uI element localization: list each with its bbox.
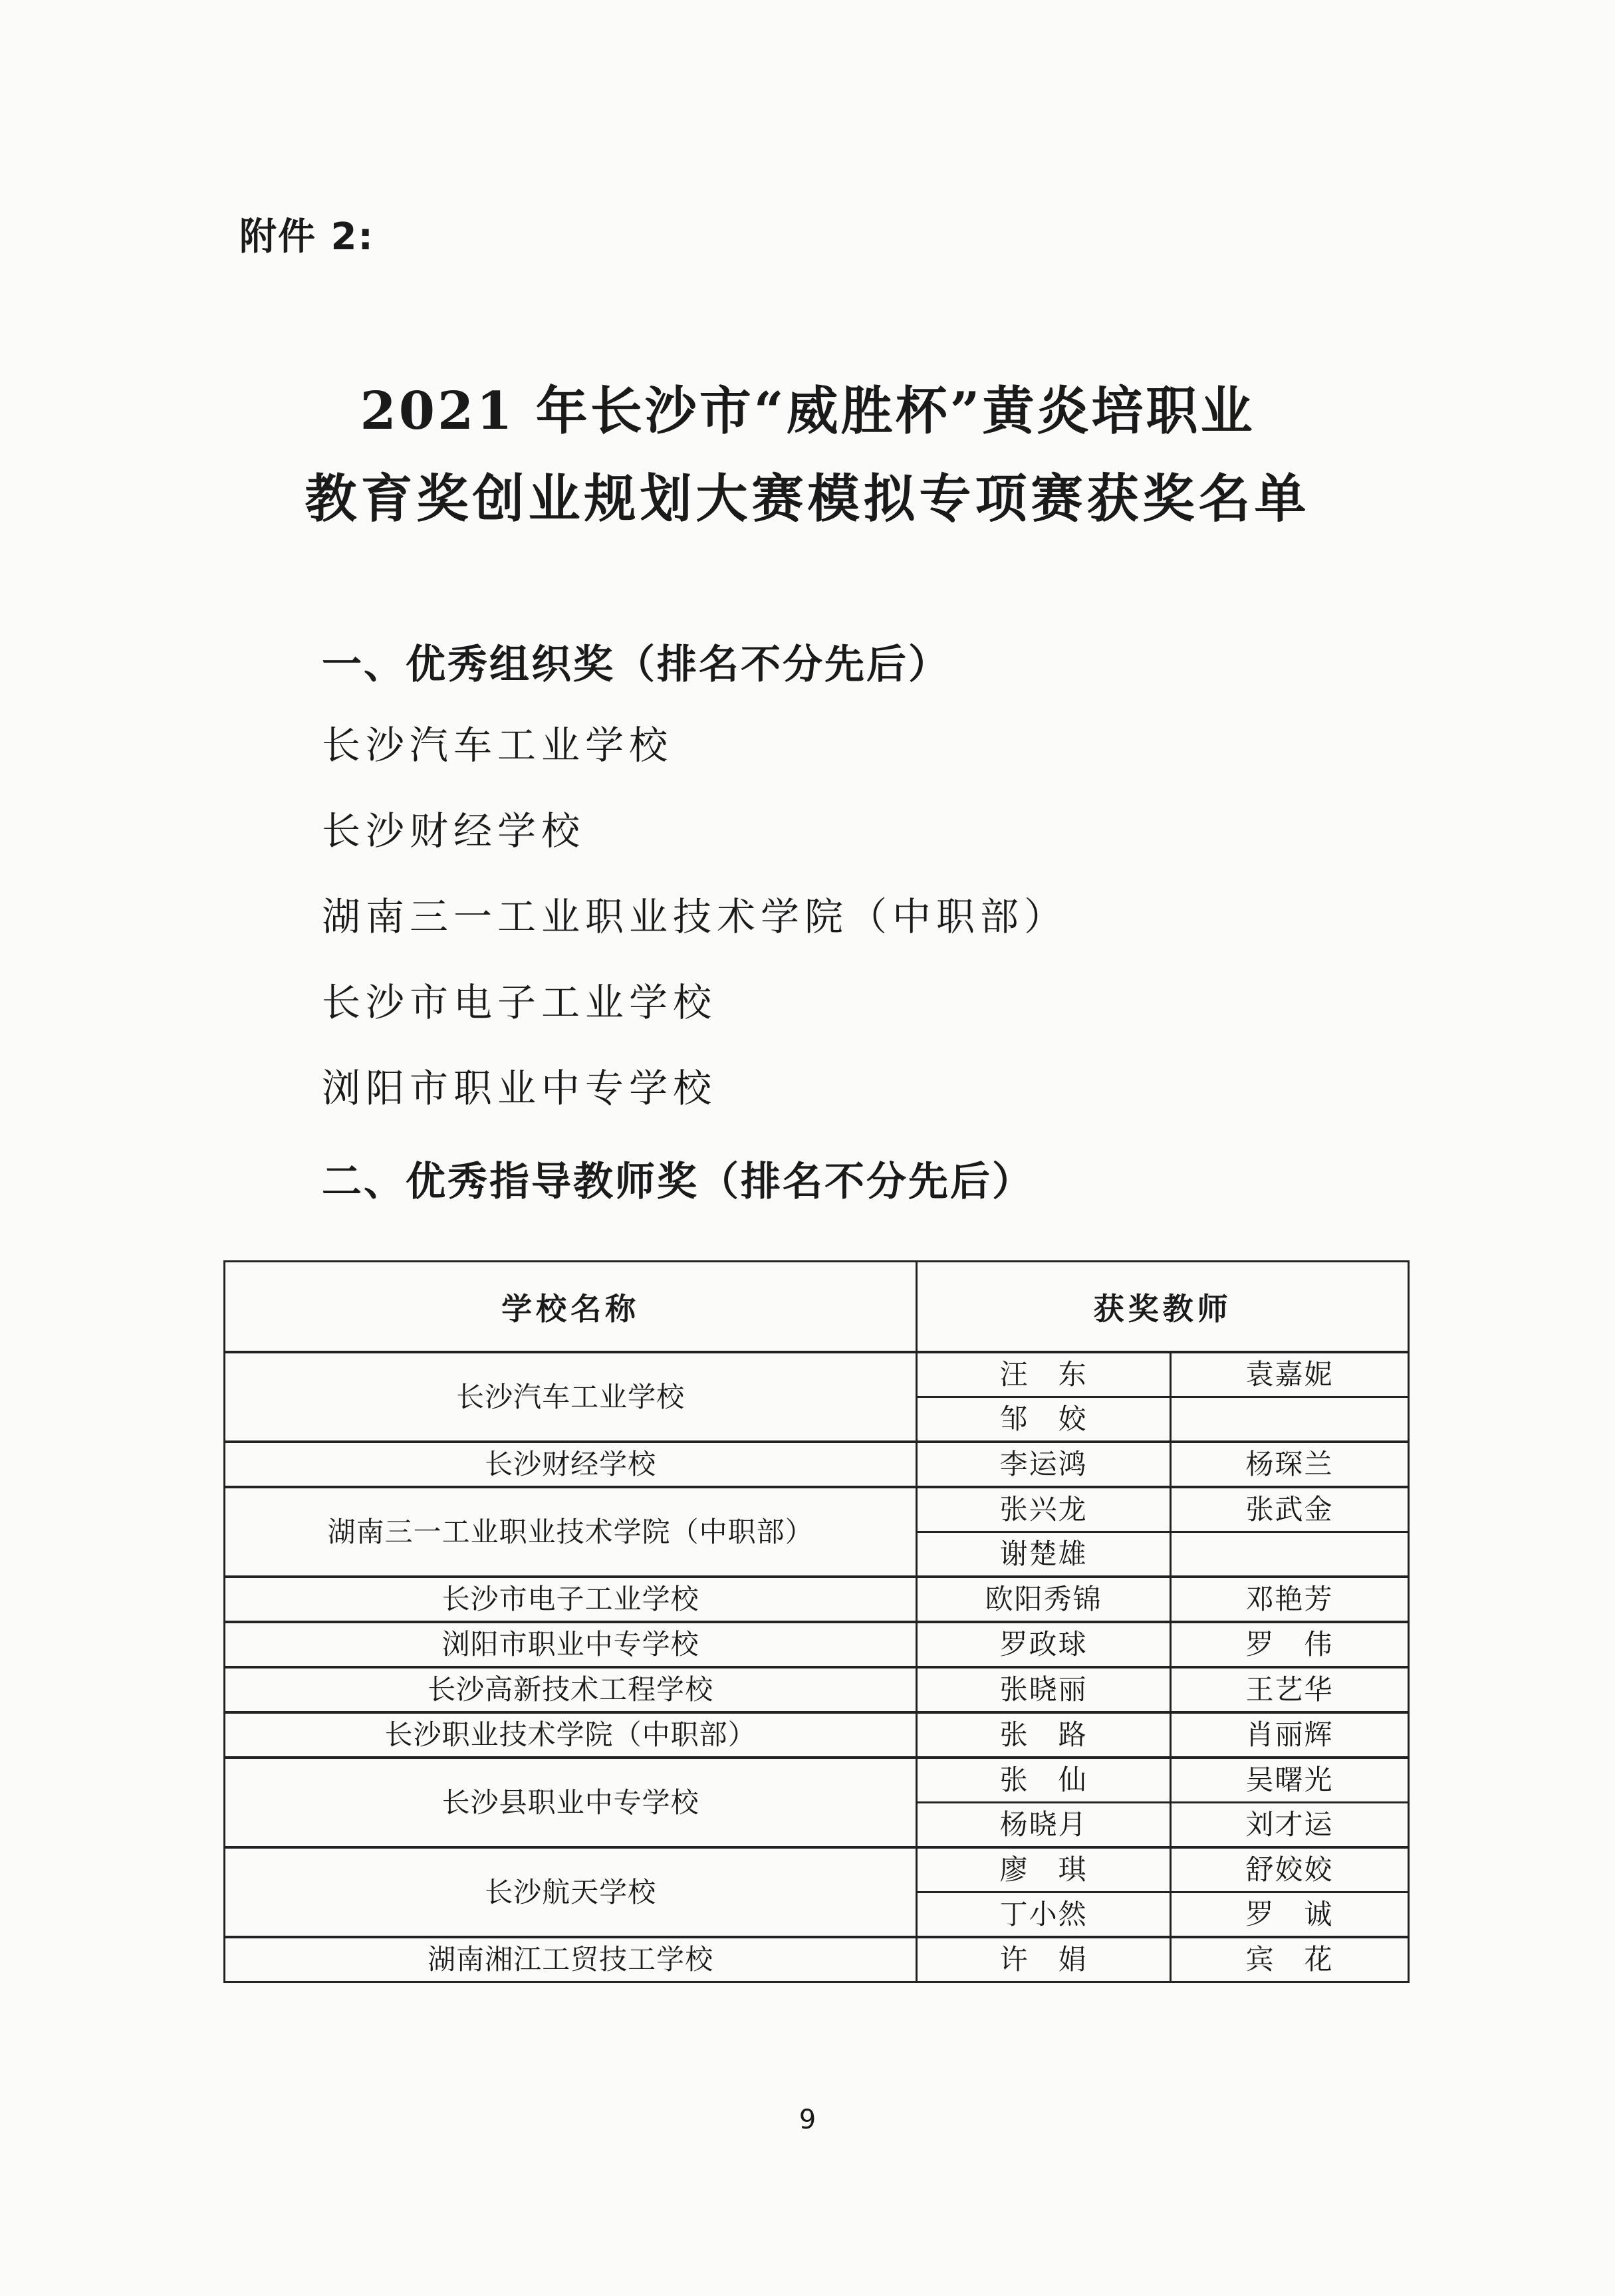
teacher-cell: 李运鸿 (917, 1442, 1171, 1487)
table-row (225, 1442, 1409, 1487)
table-row (225, 1352, 1409, 1397)
teacher-cell: 许 娟 (917, 1937, 1171, 1982)
school-name-cell: 湖南湘江工贸技工学校 (225, 1937, 917, 1982)
table-row (225, 1622, 1409, 1667)
school-name-cell: 长沙汽车工业学校 (225, 1352, 917, 1442)
teacher-cell: 欧阳秀锦 (917, 1577, 1171, 1622)
teacher-cell: 袁嘉妮 (1171, 1352, 1409, 1397)
organization-award-item: 长沙市电子工业学校 (322, 980, 717, 1025)
teacher-cell: 张 路 (917, 1712, 1171, 1758)
column-header-school: 学校名称 (225, 1262, 917, 1353)
table-header-row (225, 1262, 1409, 1353)
table-row (225, 1577, 1409, 1622)
teacher-cell: 廖 琪 (917, 1847, 1171, 1893)
teacher-cell: 张 仙 (917, 1758, 1171, 1803)
teacher-cell: 吴曙光 (1171, 1758, 1409, 1803)
school-name-cell: 长沙航天学校 (225, 1847, 917, 1937)
table-row (225, 1758, 1409, 1803)
table-row (225, 1937, 1409, 1982)
teacher-cell: 邹 姣 (917, 1397, 1171, 1442)
teacher-cell (1171, 1397, 1409, 1442)
teacher-cell: 宾 花 (1171, 1937, 1409, 1982)
table-row (225, 1847, 1409, 1893)
teacher-cell: 谢楚雄 (917, 1532, 1171, 1577)
school-name-cell: 长沙市电子工业学校 (225, 1577, 917, 1622)
document-title-line-1: 2021 年长沙市“威胜杯”黄炎培职业 (360, 381, 1255, 441)
school-name-cell: 长沙高新技术工程学校 (225, 1667, 917, 1712)
school-name-cell: 湖南三一工业职业技术学院（中职部） (225, 1487, 917, 1577)
table-row (225, 1667, 1409, 1712)
teacher-cell (1171, 1532, 1409, 1577)
school-name-cell: 长沙职业技术学院（中职部） (225, 1712, 917, 1758)
document-title-line-2: 教育奖创业规划大赛模拟专项赛获奖名单 (305, 469, 1310, 529)
teacher-cell: 张兴龙 (917, 1487, 1171, 1532)
teacher-cell: 张晓丽 (917, 1667, 1171, 1712)
table-row (225, 1487, 1409, 1532)
teacher-cell: 刘才运 (1171, 1803, 1409, 1848)
teacher-cell: 罗 诚 (1171, 1893, 1409, 1938)
teacher-cell: 杨琛兰 (1171, 1442, 1409, 1487)
attachment-label: 附件 2: (239, 215, 374, 259)
column-header-teachers: 获奖教师 (917, 1262, 1409, 1353)
organization-award-item: 浏阳市职业中专学校 (322, 1066, 717, 1111)
teacher-cell: 肖丽辉 (1171, 1712, 1409, 1758)
teacher-award-table (223, 1260, 1410, 1983)
section-heading-teacher-award: 二、优秀指导教师奖（排名不分先后） (322, 1159, 1034, 1205)
teacher-cell: 张武金 (1171, 1487, 1409, 1532)
teacher-cell: 邓艳芳 (1171, 1577, 1409, 1622)
page-number: 9 (799, 2105, 816, 2135)
teacher-cell: 王艺华 (1171, 1667, 1409, 1712)
table-row (225, 1712, 1409, 1758)
school-name-cell: 浏阳市职业中专学校 (225, 1622, 917, 1667)
teacher-cell: 罗 伟 (1171, 1622, 1409, 1667)
teacher-cell: 杨晓月 (917, 1803, 1171, 1848)
teacher-cell: 舒姣姣 (1171, 1847, 1409, 1893)
organization-award-list (322, 722, 1068, 1151)
section-heading-organization-award: 一、优秀组织奖（排名不分先后） (322, 641, 950, 688)
teacher-cell: 罗政球 (917, 1622, 1171, 1667)
teacher-cell: 汪 东 (917, 1352, 1171, 1397)
teacher-cell: 丁小然 (917, 1893, 1171, 1938)
organization-award-item: 长沙财经学校 (322, 808, 586, 854)
organization-award-item: 长沙汽车工业学校 (322, 723, 674, 768)
organization-award-item: 湖南三一工业职业技术学院（中职部） (322, 894, 1068, 939)
school-name-cell: 长沙财经学校 (225, 1442, 917, 1487)
school-name-cell: 长沙县职业中专学校 (225, 1758, 917, 1847)
